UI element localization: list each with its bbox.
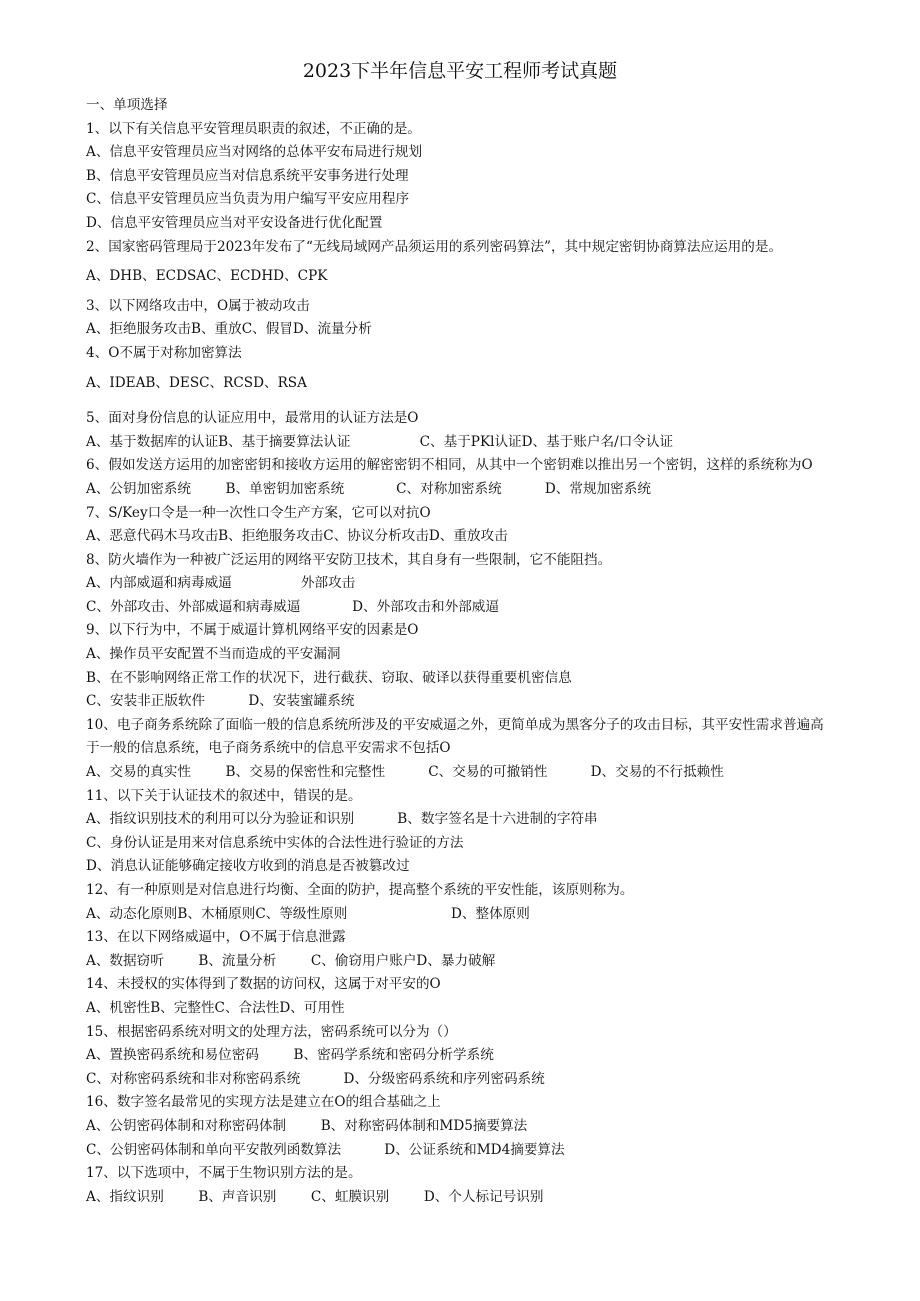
option-line: C、公钥密码体制和单向平安散列函数算法 D、公证系统和MD4摘要算法: [86, 1141, 565, 1158]
option-line: B、信息平安管理员应当对信息系统平安事务进行处理: [86, 167, 409, 184]
option-line: C、对称密码系统和非对称密码系统 D、分级密码系统和序列密码系统: [86, 1070, 545, 1087]
option-line: A、公钥加密系统 B、单密钥加密系统 C、对称加密系统 D、常规加密系统: [86, 480, 651, 497]
question-text: 12、有一种原则是对信息进行均衡、全面的防护，提高整个系统的平安性能，该原则称为。: [86, 882, 634, 898]
question-text: 11、以下关于认证技术的叙述中，错误的是。: [86, 787, 362, 804]
option-line: A、拒绝服务攻击B、重放C、假冒D、流量分析: [86, 321, 372, 338]
question-text: 16、数字签名最常见的实现方法是建立在O的组合基础之上: [86, 1094, 441, 1111]
option-line: C、外部攻击、外部威逼和病毒威逼 D、外部攻击和外部威逼: [86, 598, 499, 615]
option-line: A、DHB、ECDSAC、ECDHD、CPK: [86, 268, 328, 285]
option-line: A、指纹识别技术的利用可以分为验证和识别 B、数字签名是十六进制的字符串: [86, 811, 598, 828]
page-title: 2023下半年信息平安工程师考试真题: [302, 60, 618, 82]
option-line: A、基于数据库的认证B、基于摘要算法认证 C、基于PKl认证D、基于账户名/口令认证: [86, 433, 674, 450]
question-text: 14、未授权的实体得到了数据的访问权，这属于对平安的O: [86, 976, 441, 993]
option-line: A、机密性B、完整性C、合法性D、可用性: [86, 999, 345, 1016]
option-line: B、在不影响网络正常工作的状况下，进行截获、窃取、破译以获得重要机密信息: [86, 669, 572, 686]
question-text: 1、以下有关信息平安管理员职责的叙述，不正确的是。: [86, 120, 421, 137]
option-line: A、动态化原则B、木桶原则C、等级性原则 D、整体原则: [86, 905, 530, 922]
question-text: 2、国家密码管理局于2023年发布了“无线局域网产品须运用的系列密码算法”，其中规定密钥协商算法应运用的是。: [86, 238, 783, 255]
option-line: D、信息平安管理员应当对平安设备进行优化配置: [86, 214, 383, 231]
option-line: A、信息平安管理员应当对网络的总体平安布局进行规划: [86, 144, 423, 161]
question-text: 8、防火墙作为一种被广泛运用的网络平安防卫技术，其自身有一些限制，它不能阻挡。: [86, 551, 612, 568]
section-heading: 一、单项选择: [86, 97, 168, 113]
option-line: A、内部威逼和病毒威逼 外部攻击: [86, 575, 356, 592]
option-line: A、操作员平安配置不当而造成的平安漏洞: [86, 646, 341, 663]
question-text: 10、电子商务系统除了面临一般的信息系统所涉及的平安威逼之外，更简单成为黑客分子的攻击目标，其平安性需求普遍高于一般的信息系统，电子商务系统中的信息平安需求不包括O: [86, 716, 824, 757]
option-line: C、安装非正版软件 D、安装蜜罐系统: [86, 693, 355, 710]
question-list: [86, 94, 831, 1209]
option-line: A、交易的真实性 B、交易的保密性和完整性 C、交易的可撤销性 D、交易的不行抵赖性: [86, 764, 724, 781]
question-text: 5、面对身份信息的认证应用中，最常用的认证方法是O: [86, 410, 419, 427]
option-line: A、置换密码系统和易位密码 B、密码学系统和密码分析学系统: [86, 1047, 494, 1064]
question-text: 7、S/Key口令是一种一次性口令生产方案，它可以对抗O: [86, 504, 431, 521]
question-text: 6、假如发送方运用的加密密钥和接收方运用的解密密钥不相同，从其中一个密钥难以推出另一个密钥，这样的系统称为O: [86, 457, 813, 474]
option-line: A、公钥密码体制和对称密码体制 B、对称密码体制和MD5摘要算法: [86, 1117, 528, 1134]
option-line: A、数据窃听 B、流量分析 C、偷窃用户账户D、暴力破解: [86, 952, 496, 969]
question-text: 17、以下选项中，不属于生物识别方法的是。: [86, 1165, 362, 1182]
question-text: 3、以下网络攻击中，O属于被动攻击: [86, 297, 310, 314]
option-line: C、信息平安管理员应当负责为用户编写平安应用程序: [86, 191, 410, 208]
question-text: 15、根据密码系统对明文的处理方法，密码系统可以分为（）: [86, 1023, 457, 1040]
option-line: A、IDEAB、DESC、RCSD、RSA: [86, 374, 307, 391]
option-line: D、消息认证能够确定接收方收到的消息是否被篡改过: [86, 858, 410, 875]
question-text: 4、O不属于对称加密算法: [86, 344, 242, 361]
option-line: A、指纹识别 B、声音识别 C、虹膜识别 D、个人标记号识别: [86, 1188, 544, 1205]
question-text: 13、在以下网络威逼中，O不属于信息泄露: [86, 929, 346, 946]
question-text: 9、以下行为中，不属于威逼计算机网络平安的因素是O: [86, 622, 419, 639]
option-line: A、恶意代码木马攻击B、拒绝服务攻击C、协议分析攻击D、重放攻击: [86, 528, 508, 545]
option-line: C、身份认证是用来对信息系统中实体的合法性进行验证的方法: [86, 834, 464, 851]
